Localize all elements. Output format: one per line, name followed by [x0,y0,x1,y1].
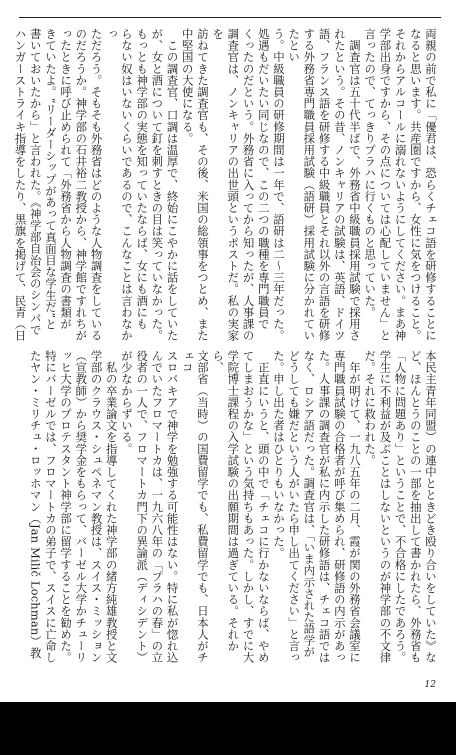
text-line: た。人事課の調査官が私に内示した研修語は、チェコ語では [317,350,332,664]
text-line: ど、ほんとうのことの一部を抽出して書かれたら、外務省も [408,350,423,664]
text-line: う。中級職員の研修期間は一年で、語研は二〜三年だった。 [271,28,286,342]
text-line: だ。それに救われた。 [363,350,378,466]
text-line: てしまおうかな」という気持ちもあった。しかし、すでに大 [241,350,256,664]
text-line: きていたよ。“リーダーシップがあって真面目な学生だ”と [43,28,58,331]
text-line: それからアルコールに溺れないようにしてください。まあ神 [393,28,408,342]
page-number: 12 [424,680,436,690]
text-line: ハンガーストライキ指導をしたり、黒旗を掲げて、民青（日 [13,28,28,342]
text-line: 学院博士課程の入学試験の出願期間は過ぎている。それから、 [211,350,241,652]
text-line: が少なからずいる。 [119,350,134,455]
text-line: スロバキアで神学を勉強する可能性はない。特に私が惚れ込 [165,350,180,664]
text-line: どうしても嫌だという人がいたら申し出てください」と言っ [287,350,302,664]
text-line: くったのだという。外務省に入ってから知ったが、人事課の [241,28,256,342]
text-line: 語、フランス語を研修する中級職員とそれ以外の言語を研修 [317,28,332,342]
text-line: 私の卒業論文を指導してくれた神学部の緒方純雄教授と文 [104,350,119,664]
text-line: 処遇もだいたい同じなので、この二つの職種を専門職員で [256,28,271,330]
text-line: のだろうか。神学部の石井裕二教授から、神学館ですれちが [74,28,89,342]
text-line: 学部のクラウス・シュペネマン教授は、スイス・ミッション [89,350,104,664]
text-line: 調査官は、ノンキャリアの出世頭というポストだ。私の実家を [211,28,241,342]
text-line: 「人物に問題あり」ということで、不合格にしたであろう。 [393,350,408,664]
text-line: 両親の前で私に「優君は、恐らくチェコ語を研修することに [424,28,438,342]
text-line: なると思います。共産圏ですから、女性に気をつけること。 [408,28,423,342]
text-line: 学生に不利益が及ぶことはしないというのが神学部の不文律 [378,350,393,664]
text-line: ッヒ大学のプロテスタント神学部に留学することを勧めた。 [59,350,74,664]
text-line: たヤン・ミリチュ・ロッホマン（Jan Milič Lochman）教 [28,350,43,659]
text-line: 訪ねてきた調査官も、その後、米国の総領事をつとめ、また [195,28,210,342]
text-line: もっとも神学部の実態を知っていたならば、女にも酒にも [135,28,150,330]
text-line: らない奴はいないくらいであるので、こんなことは言わなかっ [104,28,134,342]
text-line: 役者の一人で、フロマートカ門下の異論派（ディシデント） [135,350,150,664]
text-line: 専門職員試験の合格者が呼び集められ、研修語の内示があっ [332,350,347,664]
lower-text-block [13,350,438,668]
text-line: 調査官は五十代半ばで、外務省中級職員採用試験で採用さ [347,28,362,342]
text-line: 書いておいたから」と言われた。《神学部自治会のシンパで [28,28,43,336]
text-line: が、女と酒について釘を刺すときの目は笑っていなかった。 [150,28,165,342]
upper-text-block [13,28,438,346]
text-line: （宣教師）から奨学金をもらって、バーゼル大学かチューリ [74,350,89,664]
top-rule [19,17,441,18]
text-line: 本民主青年同盟）の連中とときどき殴り合いをしていた》な [424,350,438,664]
text-line: この調査官、口調は温厚で、終始にこやかに話をしていた [165,28,180,342]
text-line: 文部省（当時）の国費留学でも、私費留学でも、日本人がチェコ [180,350,210,664]
text-line: んでいたフロマートカは、一九六八年の「プラハの春」の立 [150,350,165,664]
text-line: する外務省専門職員採用試験（語研）採用試験に分かれていたとい [287,28,317,342]
text-line: 学部出身ですから、その点については心配していません」と [378,28,393,342]
text-line: れたという。その昔、ノンキャリアの試験は、英語、ドイツ [332,28,347,342]
text-line: 言ったので、てっきりプラハに行くものと思っていた。 [363,28,378,318]
text-line: た。申し出た者はひとりもいなかった。 [271,350,286,559]
text-line: 特にバーゼルでは、フロマートカの弟子で、スイスに亡命し [43,350,58,664]
text-line: ただろう。そもそも外務省はどのような人物調査をしている [89,28,104,342]
text-line: 年が明けて、一九八五年の二月、霞が関の外務省会議室に [347,350,362,664]
text-line: 正直にいうと、頭の中で「チェコに行かないならば、やめ [256,350,271,664]
text-line: なく、ロシア語だった。調査官は、「いま内示された語学が [302,350,317,658]
text-line: ったときに呼び止められて「外務省から人物調査の書類が [59,28,74,330]
text-line: 中堅国の大使になる。 [180,28,195,144]
